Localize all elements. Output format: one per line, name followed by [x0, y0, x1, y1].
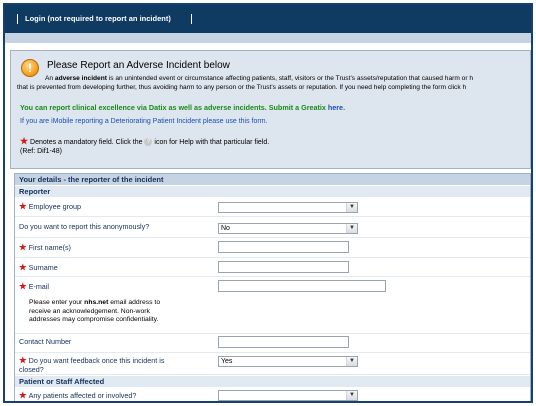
section-title: Your details - the reporter of the incident	[15, 174, 530, 185]
nav-separator	[17, 14, 18, 24]
help-icon: ?	[144, 138, 152, 146]
feedback-row: ★ Do you want feedback once this incident is closed? Yes ▼	[15, 354, 530, 375]
chevron-down-icon[interactable]: ▼	[346, 391, 357, 400]
mandatory-star-icon: ★	[19, 242, 27, 252]
info-panel	[10, 50, 531, 169]
warning-icon: !	[21, 59, 39, 77]
mandatory-star-icon: ★	[19, 281, 27, 291]
reporter-heading: Reporter	[15, 186, 530, 197]
imobile-notice: If you are iMobile reporting a Deteriorating Patient Incident please use this form.	[20, 118, 268, 125]
nav-separator	[191, 14, 192, 24]
mandatory-notice: ★ Denotes a mandatory field. Click the ? icon for Help with that particular field. (Ref: Dif1-48)	[20, 136, 270, 155]
mandatory-star-icon: ★	[20, 136, 29, 146]
feedback-select[interactable]: Yes ▼	[218, 356, 358, 367]
top-navigation-bar	[5, 5, 531, 33]
chevron-down-icon[interactable]: ▼	[346, 224, 357, 233]
imobile-form-link[interactable]: this	[238, 118, 250, 125]
contact-number-row: Contact Number	[15, 335, 530, 353]
email-input[interactable]	[218, 280, 386, 292]
patient-staff-heading: Patient or Staff Affected	[15, 376, 530, 387]
contact-number-input[interactable]	[218, 336, 349, 348]
first-name-input[interactable]	[218, 241, 349, 253]
surname-row: ★ Surname	[15, 259, 530, 277]
greatix-notice: You can report clinical excellence via Datix as well as adverse incidents. Submit a Greatix here.	[20, 103, 346, 112]
first-name-row: ★ First name(s)	[15, 239, 530, 258]
mandatory-star-icon: ★	[19, 390, 27, 400]
page-frame	[3, 3, 533, 403]
login-link[interactable]: Login (not required to report an incident)	[25, 14, 171, 23]
surname-input[interactable]	[218, 261, 349, 273]
incident-description: An adverse incident is an unintended event or circumstance affecting patients, staff, visitors or the Trust's assets/reputation that caused harm or h that is prevented from developing further, thus avoiding harm to any person or the Trust's assets or reputation. If you need help completing the form click h	[17, 75, 474, 91]
chevron-down-icon[interactable]: ▼	[346, 203, 357, 212]
employee-group-row: ★ Employee group ▼	[15, 198, 530, 217]
patients-affected-select[interactable]	[218, 390, 358, 401]
header-band	[5, 33, 531, 43]
mandatory-star-icon: ★	[19, 355, 27, 365]
incident-form	[14, 173, 531, 403]
patients-affected-row: ★ Any patients affected or involved? ▼	[15, 388, 530, 403]
anonymous-row: Do you want to report this anonymously? No ▼	[15, 218, 530, 238]
employee-group-select[interactable]	[218, 202, 358, 213]
greatix-link[interactable]: here	[327, 103, 344, 112]
chevron-down-icon[interactable]: ▼	[346, 357, 357, 366]
reference-code: (Ref: Dif1-48)	[20, 147, 63, 155]
anonymous-select[interactable]: No ▼	[218, 223, 358, 234]
page-title: Please Report an Adverse Incident below	[47, 60, 230, 71]
mandatory-star-icon: ★	[19, 262, 27, 272]
mandatory-star-icon: ★	[19, 201, 27, 211]
email-row: ★ E-mail Please enter your nhs.net email address to receive an acknowledgement. Non-work addresses may compromise confidentiality.	[15, 278, 530, 334]
email-help-text: Please enter your nhs.net email address to receive an acknowledgement. Non-work addresses may compromise confidentiality.	[29, 299, 161, 323]
